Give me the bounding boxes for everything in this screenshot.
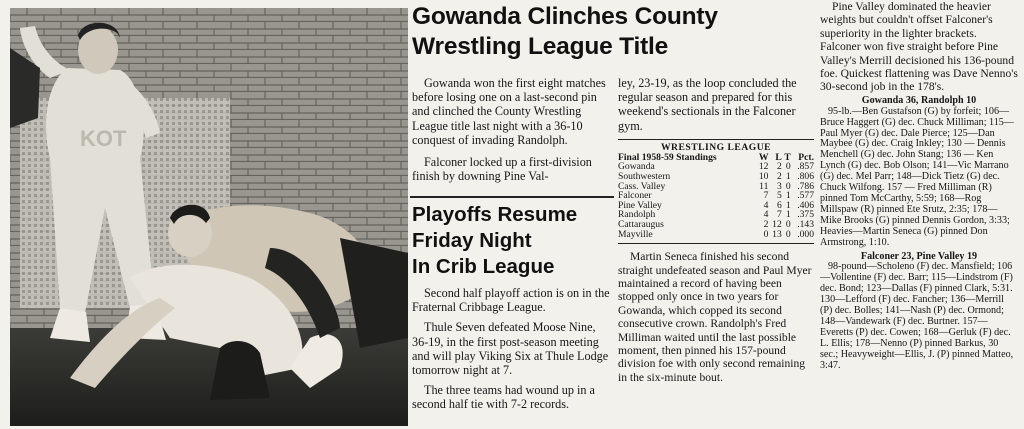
standings-team: Falconer xyxy=(618,190,652,202)
article1-headline xyxy=(412,2,814,62)
article1-col2 xyxy=(618,76,814,426)
results-column xyxy=(820,0,1018,429)
standings-team: Pine Valley xyxy=(618,199,662,211)
standings-pct: .000 xyxy=(797,228,814,240)
standings-l: 5 xyxy=(776,190,782,202)
wrestling-photo xyxy=(10,8,408,426)
standings-pct: .375 xyxy=(797,209,814,221)
article2-para2: Thule Seven defeated Moose Nine, 36-19, in the first post-season meeting and will play Viking Six at Thule Lodge tomorrow night at 7. xyxy=(412,320,609,378)
article1-col2-para: ley, 23-19, as the loop concluded the regular season and prepared for this weekend's sectionals in the Falconer gym. xyxy=(618,76,797,133)
article2 xyxy=(412,202,612,427)
standings-t: 1 xyxy=(785,209,791,221)
standings-t: 1 xyxy=(785,171,791,182)
standings-t: 1 xyxy=(785,199,791,211)
standings-t: 0 xyxy=(785,228,791,240)
summary1-title: Gowanda 36, Randolph 10 xyxy=(861,94,977,106)
standings-pct: .143 xyxy=(797,218,814,230)
col3-paragraph: Pine Valley dominated the heavier weights but couldn't offset Falconer's superiority in the lighter brackets. Falconer won five straight before Pine Valley's Merrill decisioned his 136-pound foe. Quickest flattening was Dave Nenno's 30-second job in the 178's. xyxy=(820,0,1018,94)
standings-pct: .786 xyxy=(797,180,814,192)
standings-team: Randolph xyxy=(618,209,656,221)
standings-col-l: L xyxy=(775,151,782,163)
summary2-title: Falconer 23, Pine Valley 19 xyxy=(860,250,978,262)
article1-para2: Falconer locked up a first-division finish by downing Pine Val- xyxy=(412,155,592,184)
article2-headline-line2: Friday Night xyxy=(412,229,532,252)
standings-table xyxy=(618,153,814,239)
standings-w: 10 xyxy=(758,171,769,182)
jersey-text: KOT xyxy=(80,126,127,151)
standings-l: 7 xyxy=(776,209,782,221)
article2-headline xyxy=(412,202,612,280)
standings-w: 12 xyxy=(758,161,769,173)
standings-team: Gowanda xyxy=(618,161,655,173)
standings-col-t: T xyxy=(784,151,791,163)
article2-headline-line3: In Crib League xyxy=(412,255,555,278)
article1-col2-para2: Martin Seneca finished his second straight undefeated season and Paul Myer maintained a record of having been stopped only once in two years for Gowanda, which copped its second consecutive crown. Randolph's Fred Milliman waited until the last possible moment, then pinned his 157-pound division foe with only second remaining in the six-minute bout. xyxy=(618,250,812,384)
standings-box xyxy=(618,139,814,239)
standings-title: WRESTLING LEAGUE xyxy=(660,141,772,153)
standings-bottom-rule xyxy=(618,243,814,384)
article2-para1: Second half playoff action is on in the Fraternal Cribbage League. xyxy=(412,286,610,315)
standings-team: Mayville xyxy=(618,228,653,240)
standings-col-w: W xyxy=(758,151,769,163)
standings-t: 0 xyxy=(785,218,791,230)
standings-team: Southwestern xyxy=(618,171,671,182)
standings-pct: .406 xyxy=(797,199,814,211)
standings-pct: .806 xyxy=(797,171,814,182)
standings-t: 0 xyxy=(785,180,791,192)
article1-headline-line2: Wrestling League Title xyxy=(412,33,669,60)
wrestling-photo-illustration xyxy=(10,8,408,426)
article1-headline-line1: Gowanda Clinches County xyxy=(412,3,718,30)
article1-headline-block xyxy=(412,2,814,62)
summary1-text: 95-lb.—Ben Gustafson (G) by forfeit; 106—Bruce Haggert (G) dec. Chuck Milliman; 115—Paul Myer (G) dec. Dale Pierce; 125—Dan Maybee (G) dec. Craig Inkley; 130 — Dennis Menchell (G) dec. John Stang; 136 — Ken Lynch (G) dec. Bob Olson; 141—Vic Marrano (G) dec. Mel Parr; 148—Dick Tietz (G) dec. Chuck Wilfong. 157 — Fred Milliman (R) pinned Tom McCarthy, 5:59; 168—Rog Millspaw (R) pinned Ete Srutz, 2:35; 178—Mike Brooks (G) pinned Dennis Gordon, 3:33; Heavies—Martin Seneca (G) pinned Don Armstrong, 1:10. xyxy=(820,105,1014,248)
standings-l: 13 xyxy=(772,228,782,240)
standings-l: 12 xyxy=(772,218,782,230)
standings-t: 1 xyxy=(785,190,791,202)
article2-para3: The three teams had wound up in a second half tie with 7-2 records. xyxy=(412,383,595,412)
standings-w: 4 xyxy=(763,209,769,221)
standings-col-pct: Pct. xyxy=(798,151,814,163)
standings-pct: .857 xyxy=(797,161,814,173)
summary2-text: 98-pound—Scholeno (F) dec. Mansfield; 106—Vollentine (F) dec. Barr; 115—Lindstrom (F) dec. Bond; 123—Dallas (F) pinned Clark, 5:31. 130—Lefford (F) dec. Fancher; 136—Merrill (P) dec. Bolles; 141—Nash (P) dec. Ormond; 148—Vandewark (F) dec. Burtner. 157—Everetts (P) dec. Cowen; 168—Gerluk (F) dec. L. Ellis; 178—Nenno (P) pinned Barkus, 30 sec.; Heavyweight—Ellis, J. (P) pinned Matteo, 3:47. xyxy=(820,261,1014,371)
standings-team: Cass. Valley xyxy=(618,180,666,192)
standings-w: 7 xyxy=(763,190,769,202)
article1-col1 xyxy=(412,76,612,192)
standings-l: 3 xyxy=(776,180,782,192)
standings-l: 6 xyxy=(776,199,782,211)
article1-para1: Gowanda won the first eight matches before losing one on a last-second pin and clinched the County Wrestling League title last night with a 36-10 conquest of invading Randolph. xyxy=(412,76,606,147)
standings-l: 2 xyxy=(776,171,782,182)
standings-row xyxy=(618,230,814,240)
standings-pct: .577 xyxy=(797,190,814,202)
standings-w: 2 xyxy=(763,218,769,230)
standings-l: 2 xyxy=(776,161,782,173)
standings-w: 0 xyxy=(763,228,769,240)
standings-t: 0 xyxy=(785,161,791,173)
standings-team: Cattaraugus xyxy=(618,218,664,230)
article2-headline-line1: Playoffs Resume xyxy=(412,203,578,226)
standings-w: 4 xyxy=(763,199,769,211)
standings-w: 11 xyxy=(759,180,769,192)
column-divider-rule xyxy=(410,196,614,198)
standings-subtitle: Final 1958-59 Standings xyxy=(618,151,717,163)
